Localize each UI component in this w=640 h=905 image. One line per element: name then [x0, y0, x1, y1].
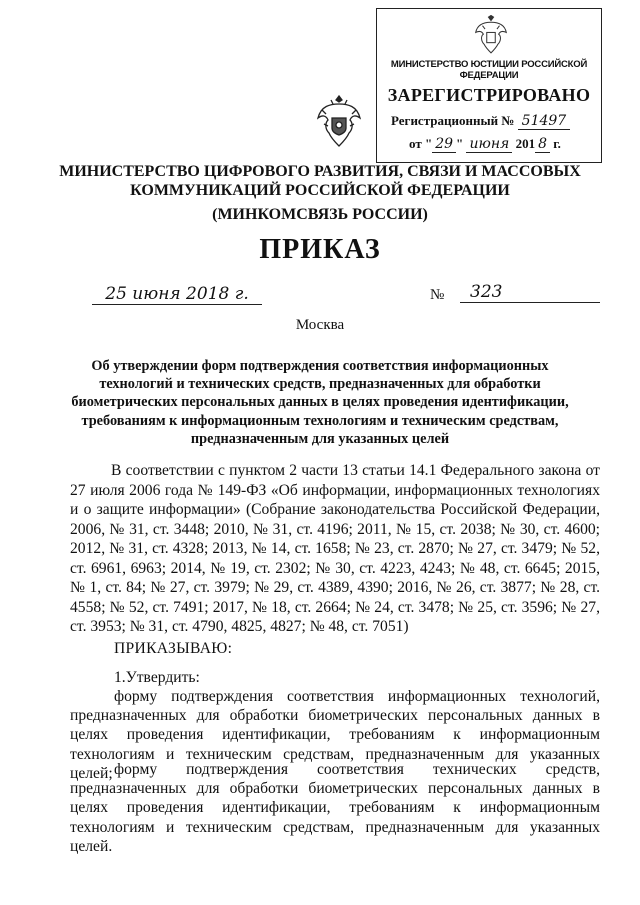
- preamble-paragraph: В соответствии с пунктом 2 части 13 статьи 14.1 Федерального закона от 27 июля 2006 года № 149-ФЗ «Об информации, информационных технологиях и о защите информации» (Собрание законодательства Российской Федерации, 2006, № 31, ст. 3448; 2010, № 31, ст. 4196; 2011, № 15, ст. 2038; № 30, ст. 4600; 2012, № 31, ст. 4328; 2013, № 14, ст. 1658; № 23, ст. 2870; № 27, ст. 3479; № 52, ст. 6961, 6963; 2014, № 19, ст. 2302; № 30, ст. 4223, 4243; № 48, ст. 6645; 2015, № 1, ст. 84; № 27, ст. 3979; № 29, ст. 4389, 4390; 2016, № 26, ст. 3877; № 28, ст. 4558; № 52, ст. 7491; 2017, № 18, ст. 2664; № 24, ст. 3478; № 25, ст. 3596; № 27, ст. 3953; № 31, ст. 4790, 4825, 4827; № 48, ст. 7051): [70, 462, 600, 635]
- order-date: 25 июня 2018 г.: [92, 284, 262, 305]
- stamp-date-line: [409, 136, 561, 152]
- stamp-date-suffix: г.: [550, 136, 561, 151]
- stamp-date-day: 29: [432, 136, 456, 153]
- stamp-date-prefix: от ": [409, 136, 433, 151]
- registration-stamp: [376, 8, 602, 163]
- order-number: 323: [460, 282, 600, 303]
- double-headed-eagle-icon: [474, 15, 508, 55]
- stamp-status: ЗАРЕГИСТРИРОВАНО: [387, 85, 591, 105]
- stamp-registration-label: Регистрационный №: [391, 113, 515, 128]
- stamp-ministry-name: МИНИСТЕРСТВО ЮСТИЦИИ РОССИЙСКОЙ ФЕДЕРАЦИИ: [390, 59, 588, 81]
- form-2-paragraph: форму подтверждения соответствия технических средств, предназначенных для обработки биометрических персональных данных в целях проведения идентификации, требованиям к информационным технологиям и техническим средствам, предназначенным для указанных целей.: [70, 761, 600, 855]
- city: Москва: [295, 317, 345, 333]
- coat-of-arms-icon: [316, 94, 362, 148]
- number-sign: №: [430, 287, 445, 303]
- stamp-date-mid: ": [456, 136, 467, 151]
- ministry-name-line-1: МИНИСТЕРСТВО ЦИФРОВОГО РАЗВИТИЯ, СВЯЗИ И МАССОВЫХ: [59, 163, 581, 180]
- stamp-registration-number: 51497: [518, 113, 571, 130]
- order-directive: ПРИКАЗЫВАЮ:: [114, 640, 233, 657]
- stamp-date-year-prefix: 201: [512, 136, 536, 151]
- ministry-short-name: (МИНКОМСВЯЗЬ РОССИИ): [212, 206, 428, 223]
- ministry-name-line-2: КОММУНИКАЦИЙ РОССИЙСКОЙ ФЕДЕРАЦИИ: [130, 182, 510, 199]
- form-1-paragraph: форму подтверждения соответствия информационных технологий, предназначенных для обработки биометрических персональных данных в целях проведения идентификации, требованиям к информационным технологиям и техническим средствам, предназначенным для указанных целей;: [70, 688, 600, 782]
- stamp-date-year-digit: 8: [535, 136, 550, 153]
- order-subject: Об утверждении форм подтверждения соответствия информационных технологий и технических средств, предназначенных для обработки биометрических персональных данных в целях проведения идентификации, требованиям к информационным технологиям и техническим средствам, предназначенным для указанных целей: [71, 358, 569, 447]
- document-type-title: ПРИКАЗ: [259, 234, 381, 265]
- stamp-registration-number-line: [391, 113, 570, 129]
- stamp-date-month: июня: [466, 136, 512, 153]
- item-1-heading: 1.Утвердить:: [114, 669, 200, 686]
